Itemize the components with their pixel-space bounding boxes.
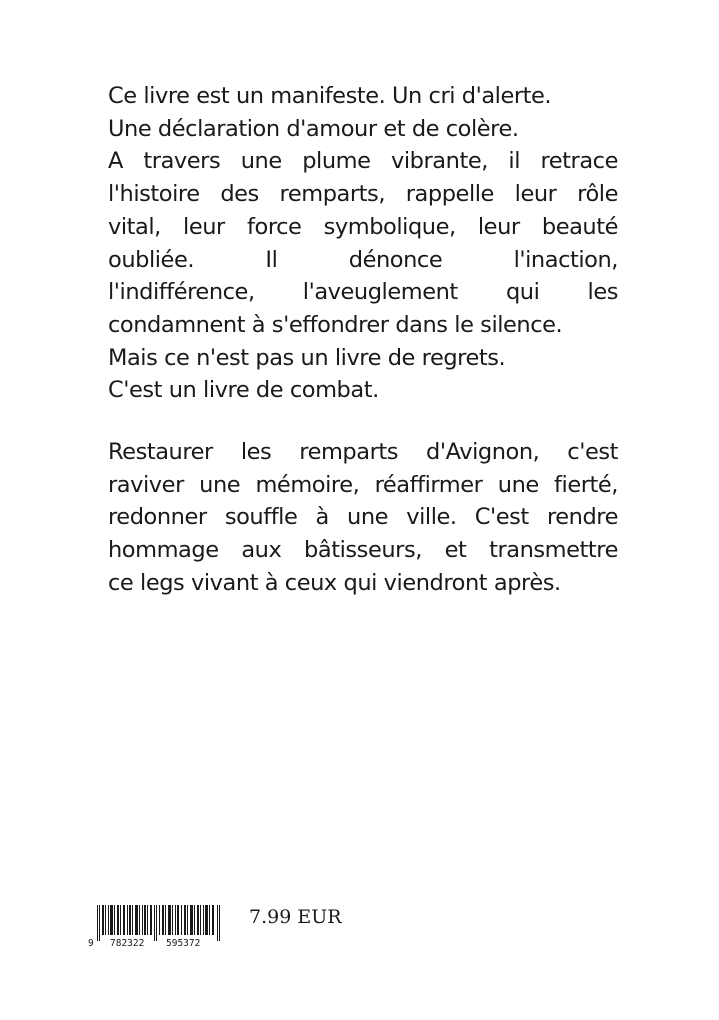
barcode-bars	[97, 905, 222, 941]
text-line: raviver une mémoire, réaffirmer une fierté,	[108, 471, 618, 498]
text-line: vital, leur force symbolique, leur beauté	[108, 213, 618, 240]
text-line: l'histoire des remparts, rappelle leur rôle	[108, 181, 618, 208]
text-line: condamnent à s'effondrer dans le silence.	[108, 311, 563, 338]
barcode-digit-first: 9	[88, 938, 94, 949]
text-line: oubliée. Il dénonce l'inaction,	[108, 246, 618, 273]
text-line: l'indifférence, l'aveuglement qui les	[108, 279, 618, 306]
text-line: redonner souffle à une ville. C'est rendre	[108, 504, 618, 531]
text-line: Une déclaration d'amour et de colère.	[108, 115, 519, 142]
paragraph-spacer	[108, 407, 618, 436]
isbn-barcode	[87, 905, 227, 953]
text-line: Ce livre est un manifeste. Un cri d'alerte.	[108, 83, 552, 109]
price-label: 7.99 EUR	[249, 906, 342, 928]
text-line: ce legs vivant à ceux qui viendront après.	[108, 569, 561, 596]
back-cover-summary	[108, 80, 618, 600]
summary-paragraph-1	[108, 80, 618, 407]
text-line: hommage aux bâtisseurs, et transmettre	[108, 537, 618, 564]
summary-paragraph-2	[108, 436, 618, 600]
text-line: Mais ce n'est pas un livre de regrets.	[108, 344, 506, 371]
text-line: A travers une plume vibrante, il retrace	[108, 148, 618, 175]
barcode-digits-left: 782322	[110, 938, 145, 949]
barcode-digits-right: 595372	[166, 938, 201, 949]
text-line: Restaurer les remparts d'Avignon, c'est	[108, 439, 618, 466]
text-line: C'est un livre de combat.	[108, 377, 379, 404]
